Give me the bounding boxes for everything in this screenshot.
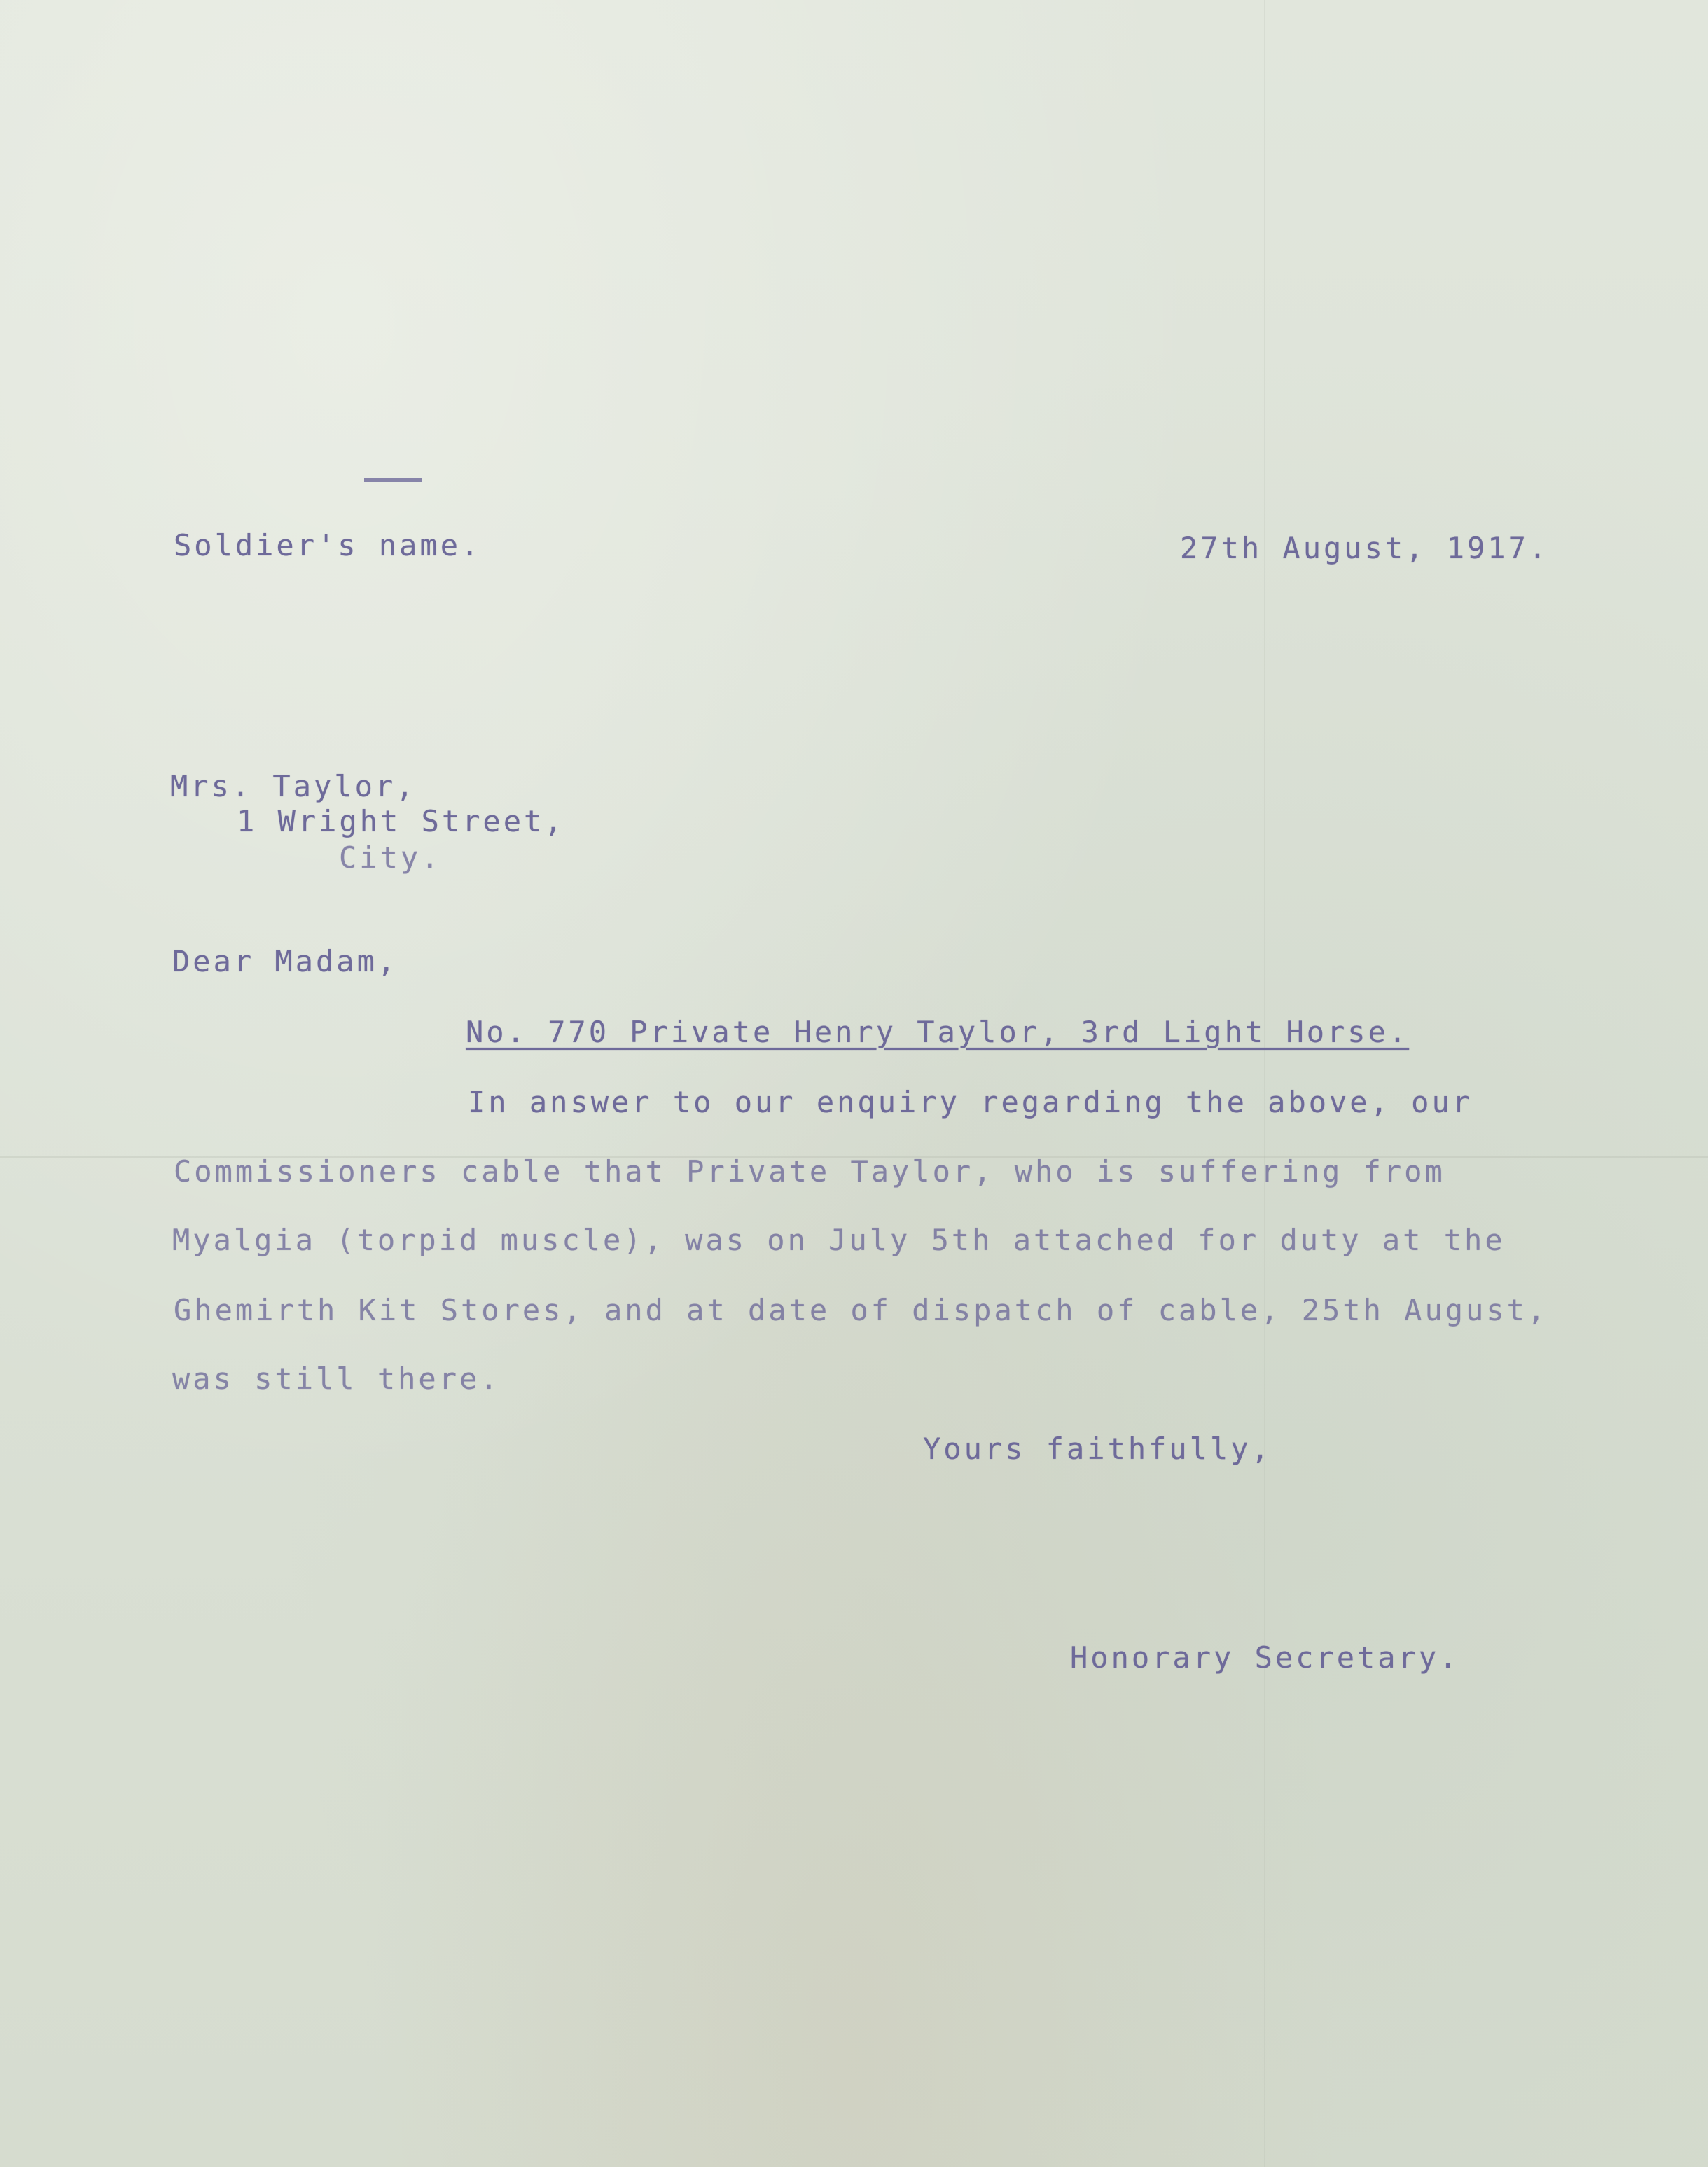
body-line: was still there. — [172, 1362, 501, 1396]
salutation: Dear Madam, — [172, 944, 398, 978]
signatory-title: Honorary Secretary. — [1070, 1640, 1460, 1675]
body-line: Commissioners cable that Private Taylor, who is suffering from — [174, 1154, 1445, 1189]
address-line-street: 1 Wright Street, — [237, 804, 565, 838]
body-line: In answer to our enquiry regarding the above, our — [468, 1085, 1473, 1119]
body-line: Ghemirth Kit Stores, and at date of dispatch of cable, 25th August, — [174, 1293, 1548, 1327]
header-label: Soldier's name. — [174, 528, 482, 562]
closing: Yours faithfully, — [923, 1432, 1272, 1466]
body-line: Myalgia (torpid muscle), was on July 5th attached for duty at the — [172, 1223, 1506, 1257]
header-dash — [364, 478, 422, 482]
address-line-name: Mrs. Taylor, — [170, 769, 417, 803]
soldier-reference: No. 770 Private Henry Taylor, 3rd Light Horse. — [466, 1015, 1410, 1049]
address-line-city: City. — [339, 840, 442, 875]
letter-date: 27th August, 1917. — [1180, 531, 1550, 565]
paper-vertical-crease — [1264, 0, 1265, 2167]
